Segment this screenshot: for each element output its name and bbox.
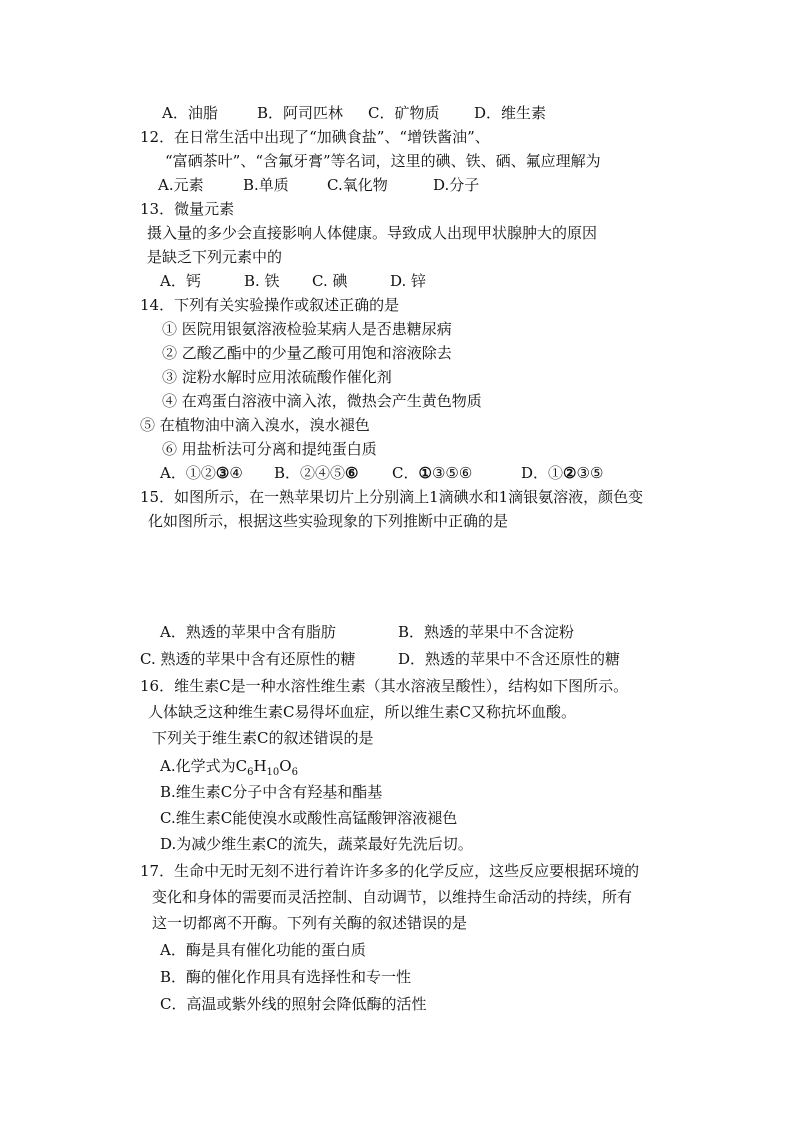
q12-option-c: C.氧化物 — [327, 176, 388, 194]
q13-option-b: B. 铁 — [244, 272, 280, 290]
q15-stem-line2: 化如图所示，根据这些实验现象的下列推断中正确的是 — [148, 512, 509, 530]
q16-stem-line2: 人体缺乏这种维生素C易得坏血症，所以维生素C又称抗坏血酸。 — [148, 703, 576, 721]
q12-option-d: D.分子 — [433, 176, 480, 194]
q12-options — [158, 175, 479, 195]
q14-item-5: ⑤ 在植物油中滴入溴水，溴水褪色 — [140, 416, 370, 434]
q15-stem-line1: 15．如图所示，在一熟苹果切片上分别滴上1滴碘水和1滴银氨溶液，颜色变 — [140, 488, 644, 506]
q12-stem-line2: “富硒茶叶”、“含氟牙膏”等名词，这里的碘、铁、硒、氟应理解为 — [165, 152, 601, 170]
q14-item-3: ③ 淀粉水解时应用浓硫酸作催化剂 — [162, 368, 392, 386]
q15-options-row2 — [140, 649, 620, 669]
q13-stem-line2: 摄入量的多少会直接影响人体健康。导致成人出现甲状腺肿大的原因 — [147, 224, 598, 242]
q14-item-1: ① 医院用银氨溶液检验某病人是否患糖尿病 — [162, 320, 452, 338]
q15-option-a: A．熟透的苹果中含有脂肪 — [160, 623, 336, 641]
q17-option-a: A．酶是具有催化功能的蛋白质 — [160, 941, 366, 959]
q13-option-c: C. 碘 — [312, 272, 348, 290]
q12-option-b: B.单质 — [243, 176, 289, 194]
q17-stem-line3: 这一切都离不开酶。下列有关酶的叙述错误的是 — [152, 914, 468, 932]
q15-option-c: C. 熟透的苹果中含有还原性的糖 — [140, 650, 356, 668]
q13-option-d: D. 锌 — [390, 272, 427, 290]
q11-option-c: C．矿物质 — [368, 104, 440, 122]
q15-options-row1 — [160, 622, 574, 642]
q14-option-b: B．②④⑤⑥ — [274, 464, 359, 482]
q15-option-b: B．熟透的苹果中不含淀粉 — [398, 623, 575, 641]
q17-option-c: C．高温或紫外线的照射会降低酶的活性 — [160, 995, 427, 1013]
q16-option-c: C.维生素C能使溴水或酸性高锰酸钾溶液褪色 — [160, 809, 458, 827]
q16-stem-line3: 下列关于维生素C的叙述错误的是 — [152, 729, 374, 747]
q12-stem-line1: 12．在日常生活中出现了“加碘食盐”、“增铁酱油”、 — [140, 128, 490, 146]
q16-stem-line1: 16．维生素C是一种水溶性维生素（其水溶液呈酸性），结构如下图所示。 — [140, 677, 629, 695]
q11-option-d: D．维生素 — [474, 104, 547, 122]
q13-options — [160, 271, 426, 291]
q14-item-2: ② 乙酸乙酯中的少量乙酸可用饱和溶液除去 — [162, 344, 452, 362]
q17-stem-line2: 变化和身体的需要而灵活控制、自动调节，以维持生命活动的持续，所有 — [152, 888, 633, 906]
q13-option-a: A．钙 — [160, 272, 201, 290]
q14-item-4: ④ 在鸡蛋白溶液中滴入浓，微热会产生黄色物质 — [162, 392, 482, 410]
q14-option-a: A．①②③④ — [160, 464, 243, 482]
q14-options — [160, 463, 603, 483]
q14-option-c: C．①③⑤⑥ — [392, 464, 473, 482]
q13-stem-line1: 13．微量元素 — [140, 200, 235, 218]
q17-stem-line1: 17．生命中无时无刻不进行着许许多多的化学反应，这些反应要根据环境的 — [140, 862, 640, 880]
q16-option-d: D.为减少维生素C的流失，蔬菜最好先洗后切。 — [160, 835, 473, 853]
q16-option-b: B.维生素C分子中含有羟基和酯基 — [160, 783, 383, 801]
q14-option-d: D．①②③⑤ — [521, 464, 604, 482]
q12-option-a: A.元素 — [158, 176, 204, 194]
q11-option-a: A．油脂 — [162, 104, 218, 122]
q11-options — [162, 103, 546, 123]
q17-option-b: B．酶的催化作用具有选择性和专一性 — [160, 968, 412, 986]
q13-stem-line3: 是缺乏下列元素中的 — [147, 248, 283, 266]
q14-item-6: ⑥ 用盐析法可分离和提纯蛋白质 — [162, 440, 377, 458]
q11-option-b: B．阿司匹林 — [257, 104, 344, 122]
q14-stem: 14．下列有关实验操作或叙述正确的是 — [140, 296, 400, 314]
q15-option-d: D．熟透的苹果中不含还原性的糖 — [398, 650, 621, 668]
q16-option-a: A.化学式为$C_6H_{10}O_6$ — [160, 757, 298, 778]
